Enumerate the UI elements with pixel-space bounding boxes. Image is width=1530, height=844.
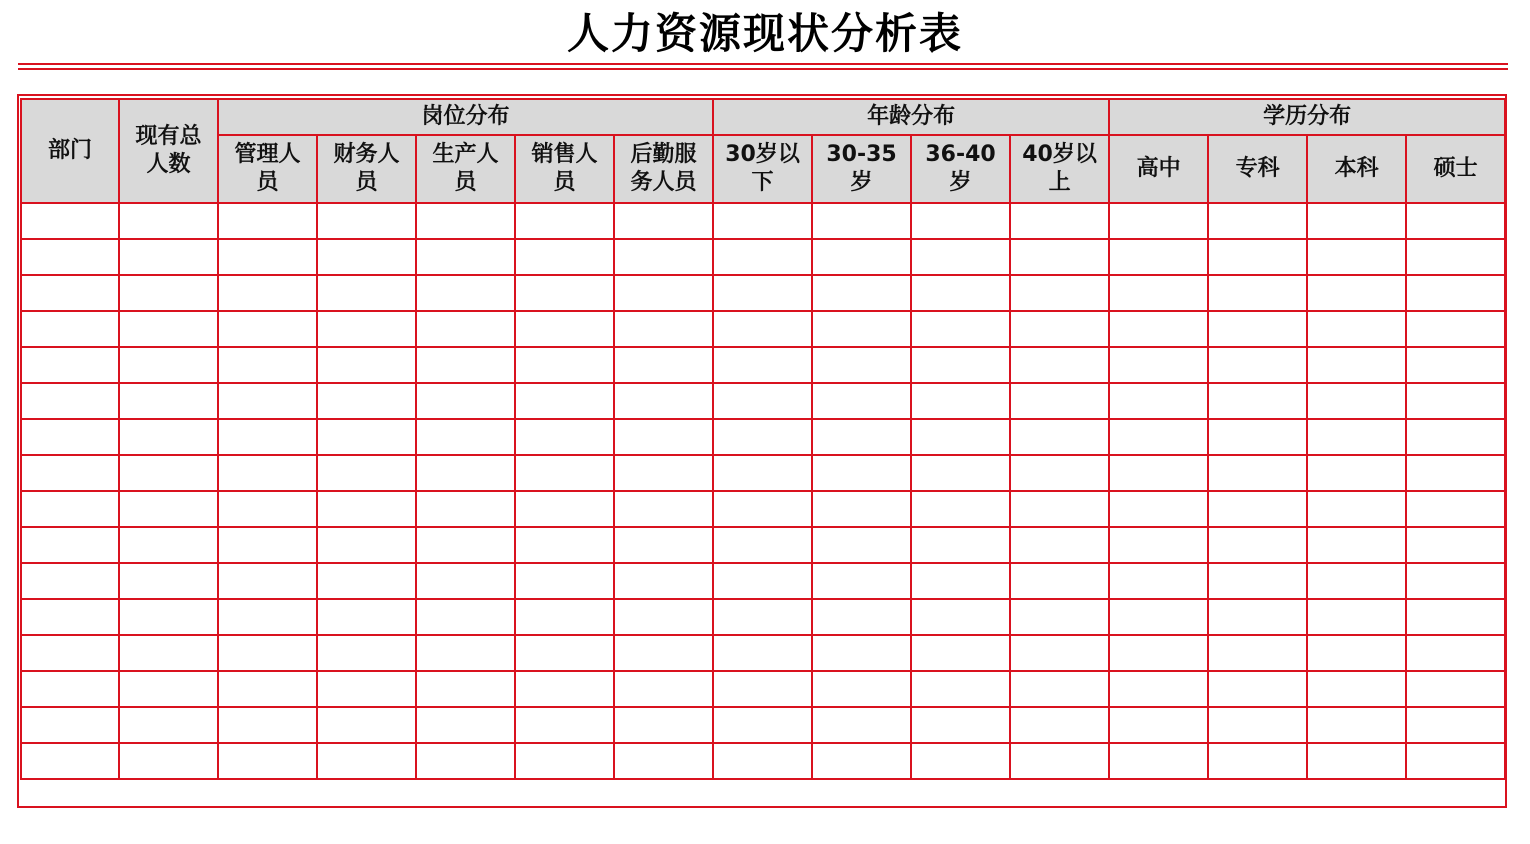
table-cell[interactable] [1010,491,1109,527]
table-cell[interactable] [515,599,614,635]
table-cell[interactable] [1109,599,1208,635]
table-cell[interactable] [1406,275,1505,311]
table-cell[interactable] [1406,347,1505,383]
header-row-columns [21,135,1505,203]
table-cell[interactable] [1406,707,1505,743]
header-edu-associate: 专科 [1208,135,1307,203]
table-row [21,563,1505,599]
table-cell[interactable] [1406,743,1505,779]
table-cell[interactable] [1010,707,1109,743]
table-cell[interactable] [614,671,713,707]
table-cell[interactable] [1307,419,1406,455]
table-cell[interactable] [218,383,317,419]
table-cell[interactable] [812,707,911,743]
table-cell[interactable] [713,275,812,311]
header-position-logistics: 后勤服务人员 [614,135,713,203]
table-cell[interactable] [1307,311,1406,347]
table-cell[interactable] [1109,743,1208,779]
table-cell[interactable] [416,203,515,239]
table-cell[interactable] [21,311,119,347]
table-cell[interactable] [1307,599,1406,635]
table-cell[interactable] [1307,383,1406,419]
table-cell[interactable] [614,239,713,275]
table-cell[interactable] [1307,491,1406,527]
table-cell[interactable] [416,347,515,383]
header-age-over-40: 40岁以上 [1010,135,1109,203]
table-row [21,275,1505,311]
table-cell[interactable] [812,563,911,599]
table-cell[interactable] [416,419,515,455]
table-cell[interactable] [713,527,812,563]
table-cell[interactable] [515,203,614,239]
table-cell[interactable] [21,599,119,635]
table-cell[interactable] [1010,383,1109,419]
table-cell[interactable] [1406,599,1505,635]
table-cell[interactable] [1208,419,1307,455]
table-cell[interactable] [1307,455,1406,491]
table-row [21,419,1505,455]
table-cell[interactable] [614,527,713,563]
table-cell[interactable] [614,275,713,311]
table-cell[interactable] [119,311,218,347]
table-cell[interactable] [1109,635,1208,671]
table-cell[interactable] [713,671,812,707]
table-cell[interactable] [1010,527,1109,563]
table-cell[interactable] [21,563,119,599]
table-cell[interactable] [1208,455,1307,491]
header-edu-master: 硕士 [1406,135,1505,203]
table-cell[interactable] [416,707,515,743]
table-row [21,239,1505,275]
table-cell[interactable] [713,707,812,743]
table-cell[interactable] [1307,275,1406,311]
table-cell[interactable] [119,527,218,563]
table-cell[interactable] [1307,347,1406,383]
table-cell[interactable] [614,743,713,779]
table-cell[interactable] [119,383,218,419]
table-cell[interactable] [1109,527,1208,563]
header-department: 部门 [21,99,119,203]
table-cell[interactable] [614,311,713,347]
table-cell[interactable] [614,347,713,383]
table-cell[interactable] [1109,671,1208,707]
table-cell[interactable] [515,671,614,707]
table-cell[interactable] [416,275,515,311]
table-cell[interactable] [713,635,812,671]
table-cell[interactable] [317,419,416,455]
table-cell[interactable] [1406,635,1505,671]
table-cell[interactable] [614,635,713,671]
table-cell[interactable] [713,563,812,599]
table-cell[interactable] [614,707,713,743]
table-cell[interactable] [1010,239,1109,275]
table-cell[interactable] [317,275,416,311]
table-cell[interactable] [1109,347,1208,383]
table-cell[interactable] [1208,527,1307,563]
table-cell[interactable] [21,491,119,527]
table-cell[interactable] [515,347,614,383]
header-edu-high-school: 高中 [1109,135,1208,203]
table-row [21,455,1505,491]
table-cell[interactable] [21,635,119,671]
table-cell[interactable] [317,563,416,599]
table-cell[interactable] [911,743,1010,779]
table-cell[interactable] [812,635,911,671]
table-cell[interactable] [911,347,1010,383]
table-cell[interactable] [119,203,218,239]
header-edu-bachelor: 本科 [1307,135,1406,203]
table-cell[interactable] [911,527,1010,563]
table-cell[interactable] [713,419,812,455]
table-cell[interactable] [21,527,119,563]
table-row [21,527,1505,563]
table-cell[interactable] [317,311,416,347]
table-cell[interactable] [911,563,1010,599]
table-cell[interactable] [515,419,614,455]
table-cell[interactable] [614,455,713,491]
table-cell[interactable] [1109,383,1208,419]
table-cell[interactable] [21,203,119,239]
table-cell[interactable] [21,671,119,707]
table-cell[interactable] [416,527,515,563]
table-cell[interactable] [515,455,614,491]
table-cell[interactable] [1109,707,1208,743]
table-cell[interactable] [218,491,317,527]
table-cell[interactable] [713,743,812,779]
table-cell[interactable] [812,203,911,239]
table-cell[interactable] [1208,671,1307,707]
table-row [21,743,1505,779]
table-cell[interactable] [911,635,1010,671]
header-age-36-40: 36-40岁 [911,135,1010,203]
table-cell[interactable] [416,743,515,779]
table-cell[interactable] [1010,743,1109,779]
table-cell[interactable] [1208,491,1307,527]
table-cell[interactable] [317,707,416,743]
table-cell[interactable] [1109,311,1208,347]
table-cell[interactable] [1406,527,1505,563]
table-cell[interactable] [1307,239,1406,275]
header-position-finance: 财务人员 [317,135,416,203]
table-cell[interactable] [1010,347,1109,383]
table-cell[interactable] [21,347,119,383]
table-cell[interactable] [1208,239,1307,275]
table-cell[interactable] [515,707,614,743]
table-cell[interactable] [21,383,119,419]
table-cell[interactable] [317,383,416,419]
header-total-headcount: 现有总人数 [119,99,218,203]
table-row [21,347,1505,383]
table-cell[interactable] [713,347,812,383]
table-cell[interactable] [119,671,218,707]
table-cell[interactable] [1010,275,1109,311]
table-cell[interactable] [1208,599,1307,635]
table-cell[interactable] [1109,491,1208,527]
table-cell[interactable] [911,239,1010,275]
table-cell[interactable] [1208,635,1307,671]
table-row [21,203,1505,239]
table-cell[interactable] [317,635,416,671]
table-cell[interactable] [911,455,1010,491]
table-cell[interactable] [317,239,416,275]
table-cell[interactable] [1307,743,1406,779]
table-cell[interactable] [1307,203,1406,239]
header-position-production: 生产人员 [416,135,515,203]
header-position-sales: 销售人员 [515,135,614,203]
table-cell[interactable] [515,311,614,347]
table-cell[interactable] [21,275,119,311]
table-cell[interactable] [812,599,911,635]
table-cell[interactable] [713,203,812,239]
table-cell[interactable] [21,743,119,779]
table-cell[interactable] [515,563,614,599]
page-title: 人力资源现状分析表 [566,9,963,58]
table-cell[interactable] [119,599,218,635]
table-cell[interactable] [1406,419,1505,455]
table-cell[interactable] [911,311,1010,347]
table-cell[interactable] [812,239,911,275]
table-cell[interactable] [1109,563,1208,599]
table-cell[interactable] [713,491,812,527]
table-cell[interactable] [416,599,515,635]
table-row [21,707,1505,743]
table-cell[interactable] [119,707,218,743]
table-cell[interactable] [812,275,911,311]
table-cell[interactable] [218,275,317,311]
header-group-position: 岗位分布 [218,99,713,135]
table-cell[interactable] [1406,383,1505,419]
table-cell[interactable] [317,743,416,779]
table-cell[interactable] [119,275,218,311]
header-group-education: 学历分布 [1109,99,1505,135]
table-cell[interactable] [812,491,911,527]
table-cell[interactable] [1406,671,1505,707]
table-cell[interactable] [1010,203,1109,239]
table-cell[interactable] [1010,671,1109,707]
table-cell[interactable] [911,419,1010,455]
table-cell[interactable] [1406,311,1505,347]
table-cell[interactable] [1208,203,1307,239]
header-row-groups [21,99,1505,135]
table-cell[interactable] [218,635,317,671]
table-cell[interactable] [911,383,1010,419]
table-cell[interactable] [1109,419,1208,455]
table-cell[interactable] [1010,419,1109,455]
table-body [21,203,1505,779]
table-cell[interactable] [1109,275,1208,311]
table-cell[interactable] [515,743,614,779]
table-cell[interactable] [1406,563,1505,599]
table-cell[interactable] [911,203,1010,239]
table-cell[interactable] [317,671,416,707]
table-cell[interactable] [614,419,713,455]
table-cell[interactable] [515,383,614,419]
table-cell[interactable] [1010,563,1109,599]
table-cell[interactable] [1208,707,1307,743]
table-cell[interactable] [713,455,812,491]
table-cell[interactable] [218,563,317,599]
table-cell[interactable] [1307,707,1406,743]
table-cell[interactable] [218,347,317,383]
table-cell[interactable] [218,239,317,275]
table-cell[interactable] [713,311,812,347]
table-cell[interactable] [218,671,317,707]
table-cell[interactable] [119,743,218,779]
table-cell[interactable] [317,347,416,383]
table-cell[interactable] [1208,275,1307,311]
table-cell[interactable] [911,707,1010,743]
table-cell[interactable] [515,275,614,311]
table-cell[interactable] [911,599,1010,635]
table-cell[interactable] [218,527,317,563]
table-cell[interactable] [21,455,119,491]
table-cell[interactable] [812,419,911,455]
table-cell[interactable] [812,383,911,419]
table-cell[interactable] [1307,635,1406,671]
title-rule-top [18,63,1508,65]
table-cell[interactable] [1208,743,1307,779]
table-cell[interactable] [416,491,515,527]
table-cell[interactable] [1109,203,1208,239]
header-age-under-30: 30岁以下 [713,135,812,203]
table-cell[interactable] [21,707,119,743]
table-cell[interactable] [119,491,218,527]
table-row [21,311,1505,347]
table-cell[interactable] [416,635,515,671]
table-row [21,491,1505,527]
table-cell[interactable] [1406,455,1505,491]
table-cell[interactable] [119,239,218,275]
table-cell[interactable] [1010,455,1109,491]
table-cell[interactable] [812,347,911,383]
table-row [21,383,1505,419]
table-cell[interactable] [515,527,614,563]
table-cell[interactable] [515,635,614,671]
table-cell[interactable] [614,383,713,419]
table-cell[interactable] [218,419,317,455]
table-cell[interactable] [1208,311,1307,347]
table-cell[interactable] [1406,239,1505,275]
table-cell[interactable] [317,527,416,563]
table-cell[interactable] [416,563,515,599]
table-cell[interactable] [119,563,218,599]
table-cell[interactable] [1406,203,1505,239]
hr-analysis-table [20,98,1506,780]
table-cell[interactable] [812,455,911,491]
table-cell[interactable] [1307,527,1406,563]
table-cell[interactable] [317,599,416,635]
table-cell[interactable] [515,491,614,527]
table-cell[interactable] [1307,563,1406,599]
table-cell[interactable] [614,563,713,599]
header-group-age: 年龄分布 [713,99,1109,135]
table-cell[interactable] [1010,311,1109,347]
table-cell[interactable] [911,671,1010,707]
table-cell[interactable] [1109,455,1208,491]
table-cell[interactable] [812,671,911,707]
table-cell[interactable] [119,455,218,491]
table-cell[interactable] [317,455,416,491]
table-cell[interactable] [119,635,218,671]
title-rule-bottom [18,68,1508,70]
table-cell[interactable] [317,491,416,527]
header-age-30-35: 30-35岁 [812,135,911,203]
table-cell[interactable] [812,311,911,347]
table-cell[interactable] [1208,383,1307,419]
table-cell[interactable] [119,419,218,455]
table-cell[interactable] [119,347,218,383]
table-row [21,671,1505,707]
table-cell[interactable] [614,203,713,239]
table-cell[interactable] [1010,635,1109,671]
table-cell[interactable] [713,239,812,275]
table-cell[interactable] [416,239,515,275]
table-cell[interactable] [1208,563,1307,599]
header-position-management: 管理人员 [218,135,317,203]
table-cell[interactable] [812,527,911,563]
table-cell[interactable] [515,239,614,275]
table-cell[interactable] [416,455,515,491]
table-cell[interactable] [21,419,119,455]
table-cell[interactable] [218,707,317,743]
table-row [21,635,1505,671]
table-cell[interactable] [713,383,812,419]
table-cell[interactable] [1406,491,1505,527]
table-cell[interactable] [1208,347,1307,383]
table-cell[interactable] [416,671,515,707]
table-cell[interactable] [812,743,911,779]
table-cell[interactable] [218,599,317,635]
table-cell[interactable] [1307,671,1406,707]
table-cell[interactable] [1010,599,1109,635]
table-cell[interactable] [218,743,317,779]
table-cell[interactable] [614,599,713,635]
table-cell[interactable] [21,239,119,275]
table-cell[interactable] [911,491,1010,527]
table-cell[interactable] [218,455,317,491]
table-cell[interactable] [416,383,515,419]
table-cell[interactable] [317,203,416,239]
table-cell[interactable] [218,203,317,239]
table-cell[interactable] [1109,239,1208,275]
table-cell[interactable] [713,599,812,635]
table-cell[interactable] [614,491,713,527]
table-cell[interactable] [911,275,1010,311]
table-cell[interactable] [218,311,317,347]
table-row [21,599,1505,635]
table-cell[interactable] [416,311,515,347]
